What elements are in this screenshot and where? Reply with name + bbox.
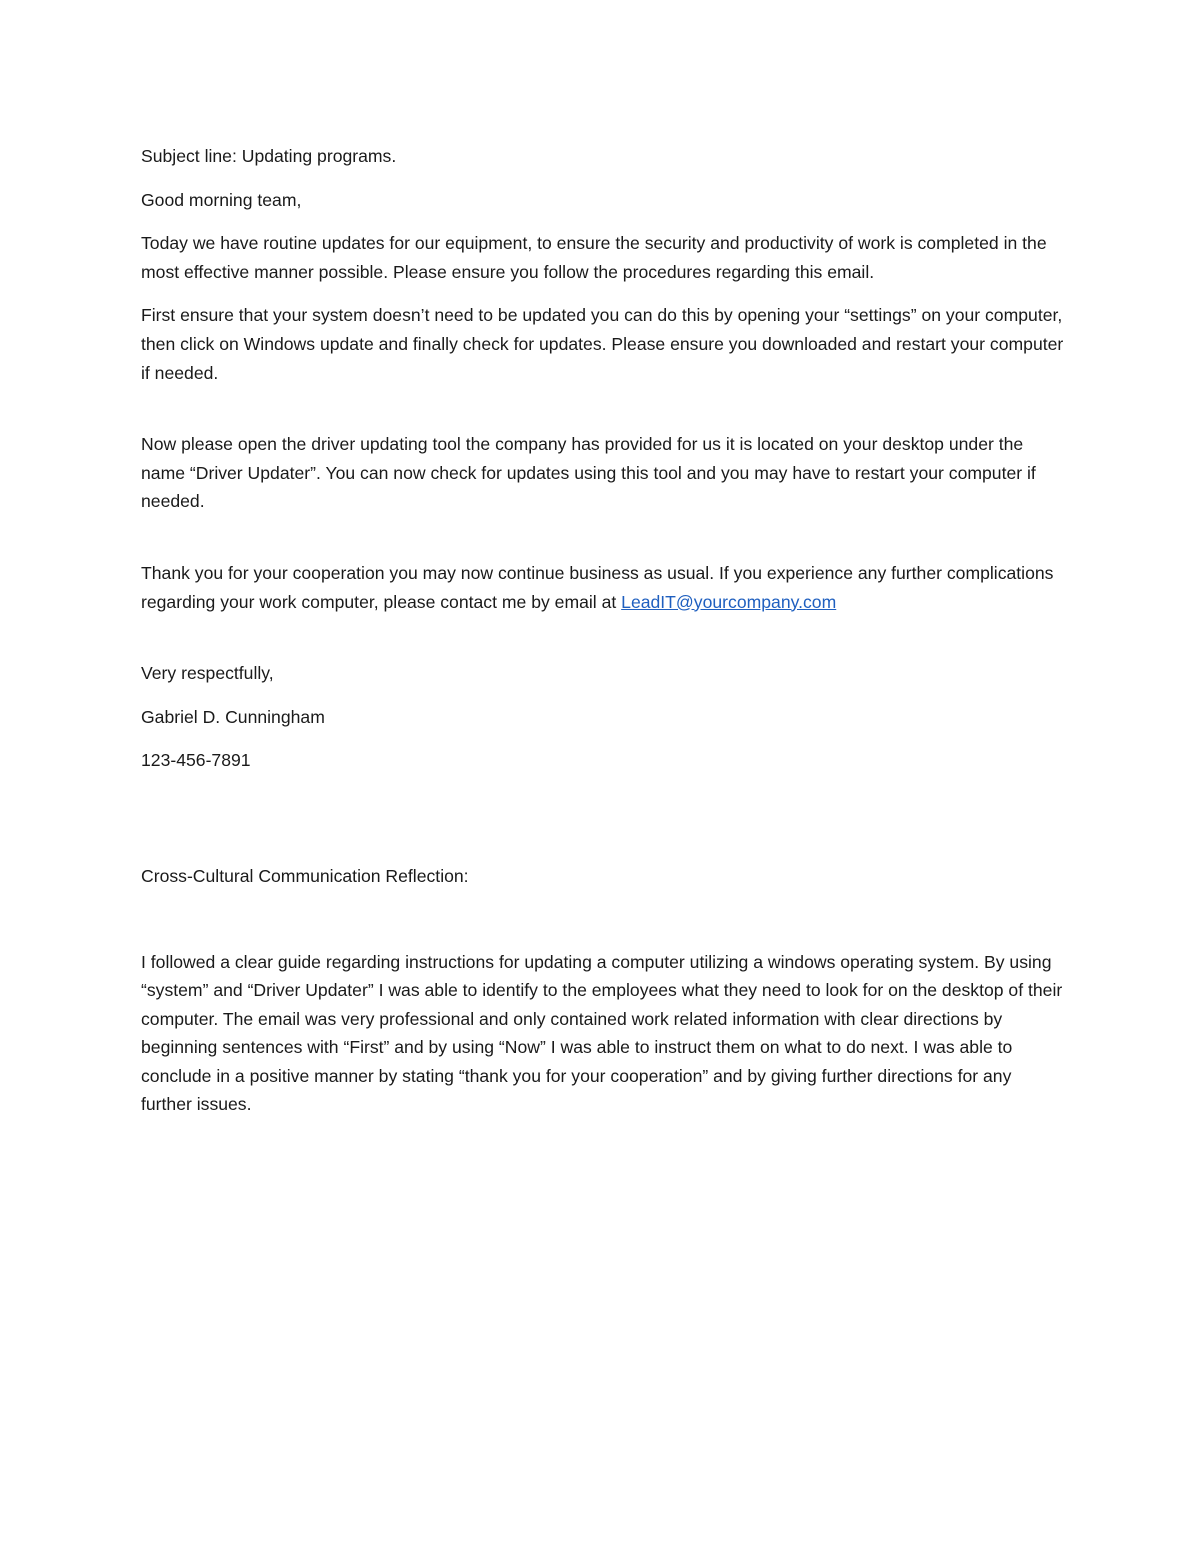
paragraph-thanks <box>141 559 1066 616</box>
closing: Very respectfully, <box>141 663 274 684</box>
reflection-heading: Cross-Cultural Communication Reflection: <box>141 865 469 886</box>
paragraph-system-update: First ensure that your system doesn’t need to be updated you can do this by opening your “settings” on your computer, then click on Windows update and finally check for updates. Please ensure you downloaded and restart your computer if needed. <box>141 305 1064 383</box>
signature-phone: 123-456-7891 <box>141 750 251 771</box>
paragraph-thanks-text: Thank you for your cooperation you may now continue business as usual. If you experience any further complications regarding your work computer, please contact me by email at <box>141 562 1054 612</box>
reflection-body: I followed a clear guide regarding instructions for updating a computer utilizing a windows operating system. By using “system” and “Driver Updater” I was able to identify to the employees what they need to look for on the desktop of their computer. The email was very professional and only contained work related information with clear directions by beginning sentences with “First” and by using “Now” I was able to instruct them on what to do next. I was able to conclude in a positive manner by stating “thank you for your cooperation” and by giving further directions for any further issues. <box>141 951 1063 1115</box>
paragraph-driver-updater: Now please open the driver updating tool the company has provided for us it is located on your desktop under the name “Driver Updater”. You can now check for updates using this tool and you may have to restart your computer if needed. <box>141 434 1036 512</box>
signature-name: Gabriel D. Cunningham <box>141 706 325 727</box>
contact-email-link[interactable]: LeadIT@yourcompany.com <box>621 591 837 612</box>
subject-line: Subject line: Updating programs. <box>141 146 397 166</box>
greeting: Good morning team, <box>141 189 302 210</box>
document-body <box>141 142 1066 1134</box>
paragraph-intro: Today we have routine updates for our equipment, to ensure the security and productivity of work is completed in the most effective manner possible. Please ensure you follow the procedures regarding this email. <box>141 233 1047 282</box>
